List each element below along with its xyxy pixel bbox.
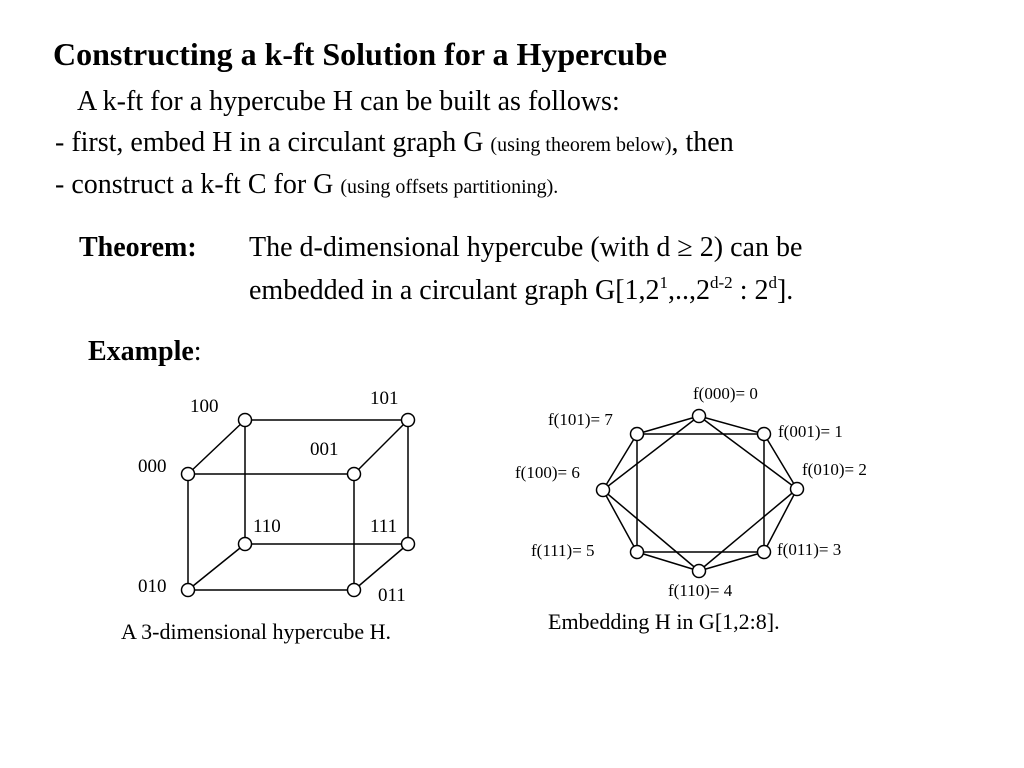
intro-line-1: A k-ft for a hypercube H can be built as follows: xyxy=(77,86,620,117)
theorem-line-2-mid: ,..,2 xyxy=(668,275,711,306)
label-000: 000 xyxy=(138,456,167,477)
label-node-1: f(001)= 1 xyxy=(778,422,843,441)
label-node-6: f(100)= 6 xyxy=(515,463,580,482)
vertex-110 xyxy=(239,538,252,551)
theorem-label: Theorem: xyxy=(79,232,197,263)
intro-line-2-note: (using theorem below) xyxy=(490,134,672,156)
node-6 xyxy=(597,484,610,497)
edge-4-6 xyxy=(603,490,699,571)
theorem-line-2-pre: embedded in a circulant graph G[1,2 xyxy=(249,275,660,306)
circulant-labels xyxy=(515,384,867,600)
label-node-2: f(010)= 2 xyxy=(802,460,867,479)
theorem-sup-1: 1 xyxy=(659,273,669,292)
hypercube-diagram xyxy=(188,420,408,590)
vertex-011 xyxy=(348,584,361,597)
intro-line-2-main: - first, embed H in a circulant graph G xyxy=(55,127,484,158)
node-4 xyxy=(693,565,706,578)
hypercube-caption: A 3-dimensional hypercube H. xyxy=(121,619,392,644)
label-010: 010 xyxy=(138,576,167,597)
circulant-caption: Embedding H in G[1,2:8]. xyxy=(548,609,780,634)
intro-line-3-main: - construct a k-ft C for G xyxy=(55,169,334,200)
vertex-111 xyxy=(402,538,415,551)
edge-7-0 xyxy=(637,416,699,434)
page-title: Constructing a k-ft Solution for a Hypercube xyxy=(53,36,667,72)
label-node-4: f(110)= 4 xyxy=(668,581,733,600)
theorem-line-2-end: ]. xyxy=(776,275,794,306)
intro-line-3-note: (using offsets partitioning). xyxy=(340,176,559,198)
vertex-010 xyxy=(182,584,195,597)
theorem-sup-3: d xyxy=(768,273,777,292)
label-node-0: f(000)= 0 xyxy=(693,384,758,403)
example-label: Example xyxy=(88,336,194,367)
theorem-line-2-mid2: : 2 xyxy=(732,275,769,306)
edge-5-6 xyxy=(603,490,637,552)
node-7 xyxy=(631,428,644,441)
label-001: 001 xyxy=(310,439,339,460)
label-111: 111 xyxy=(370,516,398,537)
label-node-7: f(101)= 7 xyxy=(548,410,613,429)
node-1 xyxy=(758,428,771,441)
edge-011-111 xyxy=(354,544,408,590)
node-5 xyxy=(631,546,644,559)
edge-4-5 xyxy=(637,552,699,571)
edge-001-101 xyxy=(354,420,408,474)
edge-3-4 xyxy=(699,552,764,571)
label-node-3: f(011)= 3 xyxy=(777,540,842,559)
label-110: 110 xyxy=(253,516,281,537)
edge-000-100 xyxy=(188,420,245,474)
vertex-001 xyxy=(348,468,361,481)
edge-0-1 xyxy=(699,416,764,434)
label-node-5: f(111)= 5 xyxy=(531,541,595,560)
label-101: 101 xyxy=(370,388,399,409)
edge-6-7 xyxy=(603,434,637,490)
label-011: 011 xyxy=(378,585,406,606)
vertex-100 xyxy=(239,414,252,427)
node-2 xyxy=(791,483,804,496)
theorem-sup-2: d-2 xyxy=(710,273,733,292)
intro-line-2-tail: , then xyxy=(671,127,734,158)
vertex-000 xyxy=(182,468,195,481)
edge-1-2 xyxy=(764,434,797,489)
edge-6-0 xyxy=(603,416,699,490)
vertex-101 xyxy=(402,414,415,427)
label-100: 100 xyxy=(190,396,219,417)
node-3 xyxy=(758,546,771,559)
node-0 xyxy=(693,410,706,423)
theorem-line-1: The d-dimensional hypercube (with d ≥ 2) can be xyxy=(249,232,803,263)
edge-010-110 xyxy=(188,544,245,590)
example-colon: : xyxy=(193,336,202,367)
